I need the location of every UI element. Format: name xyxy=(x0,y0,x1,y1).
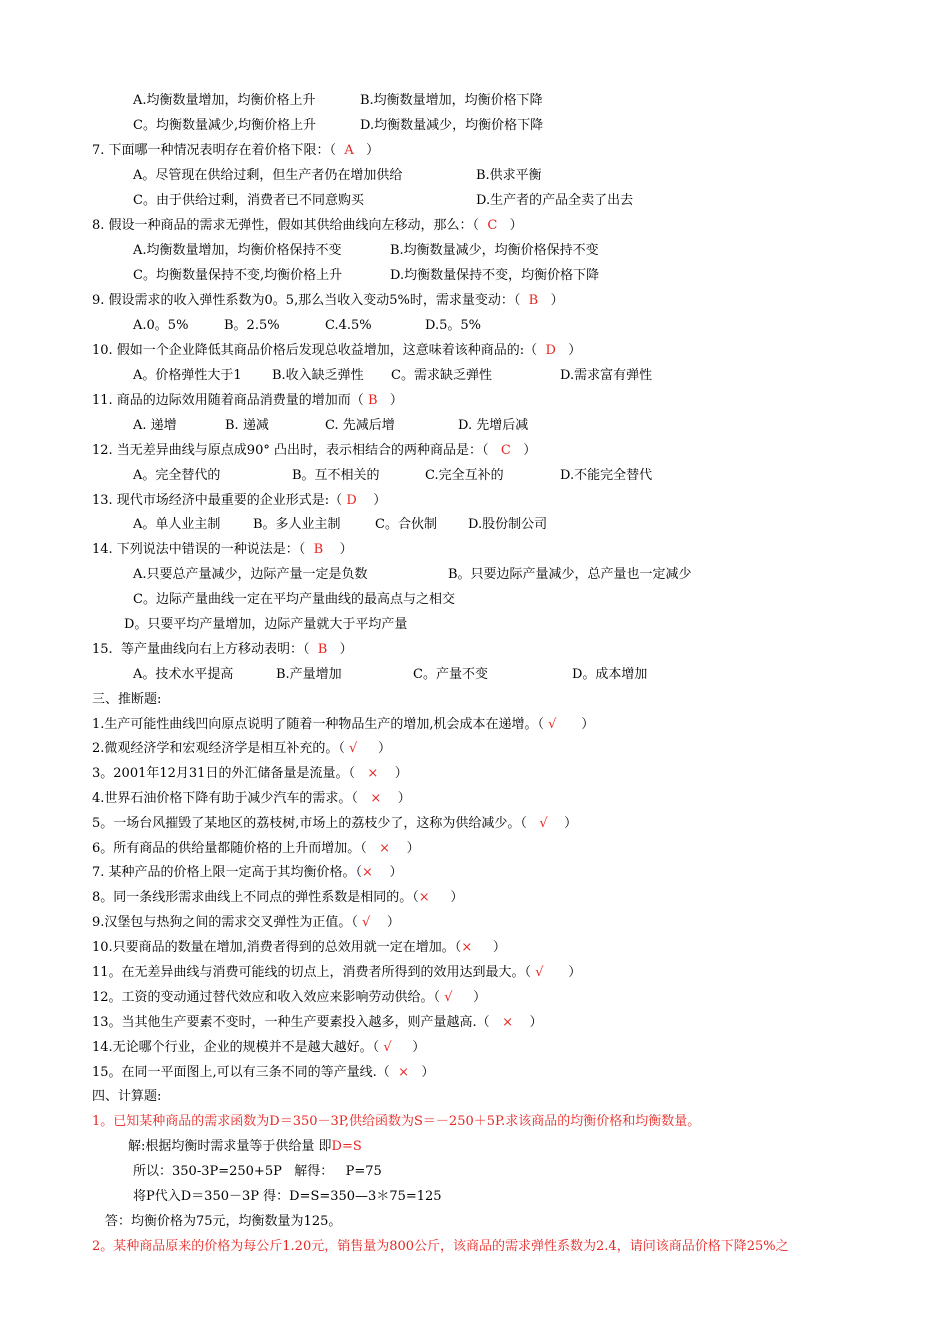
text-segment: C。均衡数量减少,均衡价格上升 xyxy=(133,118,317,133)
text-segment: 14. 下列说法中错误的一种说法是：（ xyxy=(92,542,314,557)
text-line xyxy=(92,989,486,1007)
text-segment: A。尽管现在供给过剩，但生产者仍在增加供给 xyxy=(133,168,403,183)
text-segment: B.收入缺乏弹性 xyxy=(272,368,364,383)
text-segment: 8。同一条线形需求曲线上不同点的弹性系数是相同的。（ xyxy=(92,890,419,905)
text-line xyxy=(92,217,523,235)
text-line xyxy=(133,591,455,609)
text-segment: C。由于供给过剩，消费者已不同意购买 xyxy=(133,193,364,208)
text-line xyxy=(92,342,581,360)
text-segment: C。合伙制 xyxy=(375,517,437,532)
text-segment: A。单人业主制 xyxy=(133,517,221,532)
text-segment: ） xyxy=(538,293,564,308)
text-line xyxy=(133,516,220,534)
answer-text: A xyxy=(344,143,354,158)
text-line xyxy=(458,417,528,435)
text-line xyxy=(468,516,547,534)
text-segment: 7. 某种产品的价格上限一定高于其均衡价格。（ xyxy=(92,865,363,880)
text-segment: ） xyxy=(556,717,595,732)
text-segment: D。只要平均产量增加，边际产量就大于平均产量 xyxy=(124,617,408,632)
answer-text: √ xyxy=(548,717,557,732)
text-segment: 7. 下面哪一种情况表明存在着价格下限：（ xyxy=(92,143,345,158)
answer-text: × xyxy=(370,791,382,806)
text-line xyxy=(292,467,380,485)
text-segment: ） xyxy=(512,1015,543,1030)
answer-text: D xyxy=(545,343,556,358)
text-line xyxy=(390,242,599,260)
answer-text: × xyxy=(362,865,373,880)
answer-text: × xyxy=(367,766,379,781)
text-line xyxy=(92,765,408,783)
text-line xyxy=(92,939,506,957)
answer-text: √ xyxy=(383,1040,392,1055)
text-line xyxy=(92,292,564,310)
text-line xyxy=(92,1113,700,1131)
text-segment: 三、推断题: xyxy=(92,692,162,707)
answer-text: B xyxy=(528,293,539,308)
text-segment: 所以：350-3P=250+5P 解得： P=75 xyxy=(133,1164,382,1179)
text-segment: ） xyxy=(391,1040,426,1055)
text-line xyxy=(391,367,492,385)
text-line xyxy=(133,367,242,385)
answer-text: 1。已知某种商品的需求函数为D＝350－3P,供给函数为S＝－250＋5P.求该商品的均衡价格和均衡数量。 xyxy=(92,1114,701,1129)
answer-text: √ xyxy=(535,965,544,980)
answer-text: × xyxy=(418,890,430,905)
text-segment: ） xyxy=(555,343,582,358)
text-line xyxy=(92,840,420,858)
text-segment: 14.无论哪个行业，企业的规模并不是越大越好。（ xyxy=(92,1040,384,1055)
answer-text: B xyxy=(317,642,328,657)
text-line xyxy=(272,367,364,385)
text-line xyxy=(92,1014,543,1032)
text-segment: ） xyxy=(377,393,403,408)
text-segment: 2.微观经济学和宏观经济学是相互补充的。（ xyxy=(92,741,350,756)
text-line xyxy=(360,92,543,110)
text-line xyxy=(225,417,269,435)
text-line xyxy=(560,367,652,385)
text-line xyxy=(133,317,188,335)
text-line xyxy=(375,516,437,534)
text-line xyxy=(92,492,386,510)
text-line xyxy=(92,1238,789,1256)
text-segment: D.不能完全替代 xyxy=(560,468,653,483)
text-line xyxy=(390,267,599,285)
text-line xyxy=(92,914,400,932)
text-segment: B. 递减 xyxy=(225,418,269,433)
text-line xyxy=(224,317,280,335)
text-segment: C.4.5% xyxy=(325,318,372,333)
text-line xyxy=(425,317,481,335)
text-line xyxy=(133,1188,442,1206)
text-segment: C。需求缺乏弹性 xyxy=(391,368,492,383)
text-segment: A。完全替代的 xyxy=(133,468,221,483)
text-segment: B。只要边际产量减少，总产量也一定减少 xyxy=(448,567,692,582)
answer-text: B xyxy=(313,542,324,557)
text-segment: 15。在同一平面图上,可以有三条不同的等产量线.（ xyxy=(92,1065,399,1080)
answer-text: √ xyxy=(444,990,453,1005)
text-line xyxy=(124,616,407,634)
text-segment: 4.世界石油价格下降有助于减少汽车的需求。（ xyxy=(92,791,371,806)
text-segment: 8. 假设一种商品的需求无弹性，假如其供给曲线向左移动，那么：（ xyxy=(92,218,488,233)
text-line xyxy=(92,641,353,659)
text-segment: 13。当其他生产要素不变时，一种生产要素投入越多，则产量越高.（ xyxy=(92,1015,503,1030)
text-segment: ） xyxy=(510,443,537,458)
text-line xyxy=(253,516,341,534)
text-segment: ） xyxy=(327,642,353,657)
text-line xyxy=(133,92,316,110)
text-segment: C。边际产量曲线一定在平均产量曲线的最高点与之相交 xyxy=(133,592,455,607)
text-line xyxy=(92,889,463,907)
text-segment: B.均衡数量增加，均衡价格下降 xyxy=(360,93,543,108)
text-segment: A.均衡数量增加，均衡价格保持不变 xyxy=(133,243,342,258)
text-segment: ） xyxy=(390,841,420,856)
text-line xyxy=(133,467,220,485)
text-segment: A. 递增 xyxy=(133,418,177,433)
text-segment: C.完全互补的 xyxy=(425,468,504,483)
answer-text: √ xyxy=(349,741,358,756)
text-segment: C. 先减后增 xyxy=(325,418,395,433)
text-segment: ） xyxy=(497,218,523,233)
text-segment: 5。一场台风摧毁了某地区的荔枝树,市场上的荔枝少了，这称为供给减少。（ xyxy=(92,816,540,831)
text-segment: 将P代入D＝350－3P 得：D=S=350—3＊75=125 xyxy=(133,1189,442,1204)
text-segment: 1.生产可能性曲线凹向原点说明了随着一种物品生产的增加,机会成本在递增。（ xyxy=(92,717,549,732)
text-line xyxy=(133,1163,382,1181)
text-segment: 四、计算题: xyxy=(92,1089,162,1104)
text-segment: 答：均衡价格为75元，均衡数量为125。 xyxy=(105,1214,342,1229)
text-segment: B。互不相关的 xyxy=(292,468,380,483)
text-segment: ） xyxy=(370,915,400,930)
text-segment: 13. 现代市场经济中最重要的企业形式是:（ xyxy=(92,493,347,508)
text-segment: ） xyxy=(543,965,582,980)
text-segment: ） xyxy=(547,816,578,831)
text-segment: D. 先增后减 xyxy=(458,418,529,433)
text-segment: 10. 假如一个企业降低其商品价格后发现总收益增加，这意味着该种商品的:（ xyxy=(92,343,546,358)
text-line xyxy=(92,864,402,882)
text-segment: 9.汉堡包与热狗之间的需求交叉弹性为正值。（ xyxy=(92,915,363,930)
text-line xyxy=(133,242,342,260)
text-segment: ） xyxy=(378,766,408,781)
text-segment: B.供求平衡 xyxy=(476,168,542,183)
text-segment: ） xyxy=(356,493,387,508)
text-segment: 12。工资的变动通过替代效应和收入效应来影响劳动供给。（ xyxy=(92,990,445,1005)
text-line xyxy=(476,167,542,185)
answer-text: C xyxy=(487,218,498,233)
text-line xyxy=(325,317,372,335)
text-line xyxy=(92,142,379,160)
text-line xyxy=(133,566,368,584)
text-segment: ） xyxy=(429,890,464,905)
text-segment: A.0。5% xyxy=(133,318,189,333)
text-segment: A。价格弹性大于1 xyxy=(133,368,242,383)
text-line xyxy=(276,666,342,684)
text-line xyxy=(133,167,402,185)
answer-text: C xyxy=(500,443,511,458)
text-line xyxy=(325,417,395,435)
text-segment: ） xyxy=(381,791,411,806)
text-segment: D.股份制公司 xyxy=(468,517,548,532)
answer-text: × xyxy=(379,841,391,856)
answer-text: 2。某种商品原来的价格为每公斤1.20元，销售量为800公斤，该商品的需求弹性系数为2.4，请问该商品价格下降25%之 xyxy=(92,1239,789,1254)
text-segment: B。多人业主制 xyxy=(253,517,341,532)
text-line xyxy=(105,1213,341,1231)
text-line xyxy=(92,1039,425,1057)
answer-text: √ xyxy=(539,816,548,831)
text-line xyxy=(413,666,488,684)
text-segment: B.产量增加 xyxy=(276,667,342,682)
text-segment: ） xyxy=(452,990,487,1005)
text-line xyxy=(560,467,652,485)
text-line xyxy=(133,117,316,135)
text-line xyxy=(133,267,342,285)
text-line xyxy=(92,1064,434,1082)
text-line xyxy=(133,666,233,684)
text-segment: 10.只要商品的数量在增加,消费者得到的总效用就一定在增加。（ xyxy=(92,940,462,955)
text-line xyxy=(476,192,633,210)
text-segment: 解:根据均衡时需求量等于供给量 即 xyxy=(128,1139,332,1154)
text-line xyxy=(128,1138,362,1156)
text-segment: D.生产者的产品全卖了出去 xyxy=(476,193,634,208)
text-line xyxy=(92,740,391,758)
text-line xyxy=(92,790,411,808)
text-segment: 12. 当无差异曲线与原点成90° 凸出时，表示相结合的两种商品是：（ xyxy=(92,443,501,458)
text-line xyxy=(133,192,364,210)
text-line xyxy=(133,417,177,435)
text-line xyxy=(92,716,594,734)
text-line xyxy=(92,964,581,982)
text-segment: 3。2001年12月31日的外汇储备量是流量。（ xyxy=(92,766,368,781)
text-line xyxy=(92,442,536,460)
text-segment: ） xyxy=(372,865,403,880)
text-segment: 9. 假设需求的收入弹性系数为0。5,那么当收入变动5%时，需求量变动：（ xyxy=(92,293,529,308)
answer-text: × xyxy=(398,1065,409,1080)
answer-text: D=S xyxy=(331,1139,362,1154)
text-segment: D。成本增加 xyxy=(572,667,648,682)
text-segment: ） xyxy=(357,741,392,756)
text-segment: 15. 等产量曲线向右上方移动表明：（ xyxy=(92,642,318,657)
text-segment: 11. 商品的边际效用随着商品消费量的增加而（ xyxy=(92,393,368,408)
text-segment: A。技术水平提高 xyxy=(133,667,234,682)
text-segment: ） xyxy=(472,940,506,955)
text-line xyxy=(448,566,692,584)
text-segment: A.只要总产量减少，边际产量一定是负数 xyxy=(133,567,368,582)
text-segment: A.均衡数量增加，均衡价格上升 xyxy=(133,93,316,108)
text-line xyxy=(92,1088,161,1106)
text-line xyxy=(572,666,647,684)
answer-text: D xyxy=(346,493,357,508)
text-line xyxy=(92,392,403,410)
answer-text: × xyxy=(502,1015,513,1030)
text-line xyxy=(425,467,504,485)
text-line xyxy=(360,117,543,135)
text-segment: 6。所有商品的供给量都随价格的上升而增加。（ xyxy=(92,841,380,856)
text-segment: D.均衡数量减少，均衡价格下降 xyxy=(360,118,544,133)
text-segment: D.均衡数量保持不变，均衡价格下降 xyxy=(390,268,600,283)
text-segment: B.均衡数量减少，均衡价格保持不变 xyxy=(390,243,599,258)
text-segment: ） xyxy=(408,1065,435,1080)
text-line xyxy=(92,541,353,559)
text-segment: B。2.5% xyxy=(224,318,280,333)
text-line xyxy=(92,815,577,833)
text-segment: 11。在无差异曲线与消费可能线的切点上，消费者所得到的效用达到最大。（ xyxy=(92,965,536,980)
answer-text: B xyxy=(367,393,378,408)
text-segment: C。产量不变 xyxy=(413,667,488,682)
answer-text: √ xyxy=(362,915,371,930)
text-segment: D.5。5% xyxy=(425,318,481,333)
text-segment: C。均衡数量保持不变,均衡价格上升 xyxy=(133,268,343,283)
text-segment: ） xyxy=(353,143,380,158)
text-segment: D.需求富有弹性 xyxy=(560,368,653,383)
text-line xyxy=(92,691,161,709)
answer-text: × xyxy=(461,940,473,955)
text-segment: ） xyxy=(323,542,353,557)
